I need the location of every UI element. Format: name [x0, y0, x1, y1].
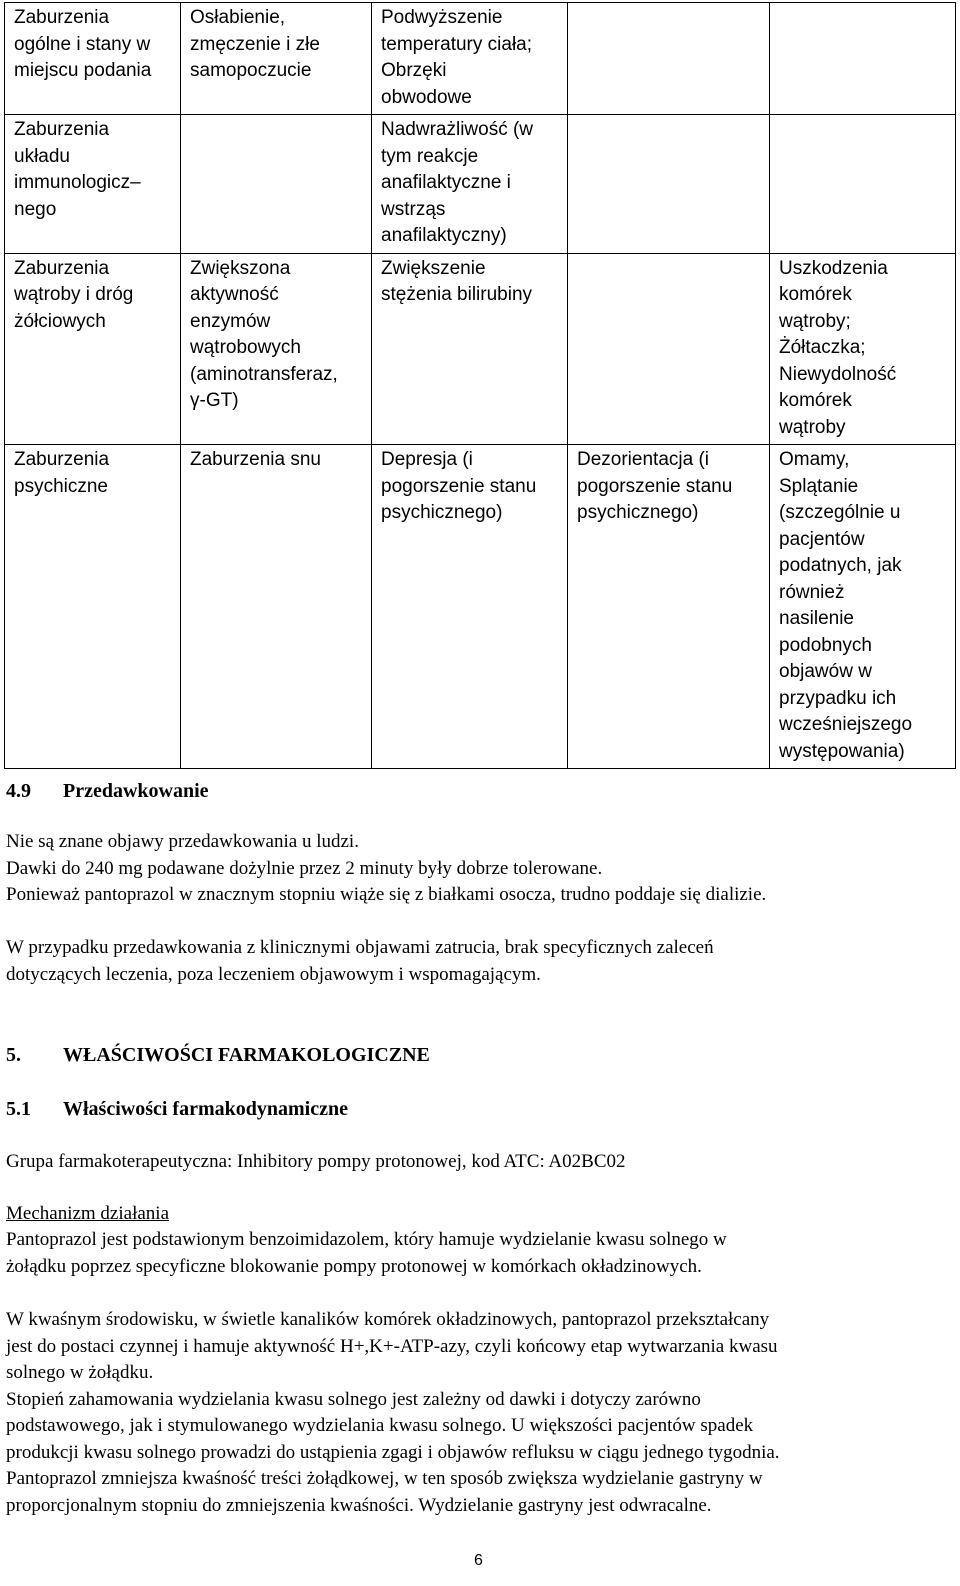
cell-text-line: samopoczucie [190, 60, 312, 81]
cell-text-line: wątroby; [779, 310, 851, 332]
text-line: W przypadku przedawkowania z klinicznymi objawami zatrucia, brak specyficznych zaleceń [6, 937, 714, 958]
frequency-cell-3 [568, 253, 770, 445]
table-row [5, 3, 956, 115]
frequency-cell-2 [372, 3, 568, 115]
frequency-cell-1 [181, 253, 372, 445]
text-line: solnego w żołądku. [6, 1362, 154, 1383]
frequency-cell-1 [181, 3, 372, 115]
table-row [5, 253, 956, 445]
frequency-cell-2 [372, 445, 568, 769]
cell-text-line: Omamy, [779, 449, 850, 470]
frequency-cell-4 [770, 3, 956, 115]
cell-text-line: wcześniejszego [779, 714, 913, 735]
system-organ-class-cell [5, 3, 181, 115]
frequency-cell-4 [770, 253, 956, 445]
cell-text-line: wątroby i dróg [14, 284, 134, 305]
text-line: Ponieważ pantoprazol w znacznym stopniu wiąże się z białkami osocza, trudno poddaje się dializie. [6, 884, 767, 905]
cell-text-line: układu [14, 145, 70, 167]
text-line: podstawowego, jak i stymulowanego wydzielania kwasu solnego. U większości pacjentów spadek [6, 1415, 754, 1436]
cell-text-line: Depresja (i [381, 449, 473, 470]
cell-text-line: Zaburzenia [14, 119, 110, 140]
cell-text-line: γ-GT) [190, 390, 239, 411]
overdose-paragraph-1 [6, 829, 951, 909]
text-line: proporcjonalnym stopniu do zmniejszenia kwaśności. Wydzielanie gastryny jest odwracalne. [6, 1494, 712, 1516]
adverse-reactions-table [4, 2, 956, 769]
cell-text-line: komórek [779, 390, 852, 411]
cell-text-line: Osłabienie, [190, 7, 286, 28]
frequency-cell-2 [372, 253, 568, 445]
cell-text-line: pacjentów [779, 528, 865, 550]
cell-text-line: Uszkodzenia [779, 257, 888, 279]
cell-text-line: ogólne i stany w [14, 33, 151, 55]
text-line: Stopień zahamowania wydzielania kwasu solnego jest zależny od dawki i dotyczy zarówno [6, 1388, 701, 1410]
overdose-paragraph-2 [6, 935, 951, 988]
cell-text-line: Niewydolność [779, 363, 897, 385]
mechanism-heading: Mechanizm działania [6, 1203, 170, 1224]
cell-text-line: anafilaktyczne i [381, 172, 511, 193]
cell-text-line: nego [14, 198, 57, 220]
cell-text-line: stężenia bilirubiny [381, 284, 533, 305]
text-line: Pantoprazol jest podstawionym benzoimidazolem, który hamuje wydzielanie kwasu solnego w [6, 1229, 727, 1250]
cell-text-line: Splątanie [779, 475, 859, 497]
cell-text-line: przypadku ich [779, 687, 897, 709]
cell-text-line: miejscu podania [14, 60, 152, 81]
text-line: żołądku poprzez specyficzne blokowanie pompy protonowej w komórkach okładzinowych. [6, 1255, 702, 1277]
cell-text-line: enzymów [190, 310, 271, 332]
text-line: Pantoprazol zmniejsza kwaśność treści żołądkowej, w ten sposób zwiększa wydzielanie gastryny w [6, 1468, 763, 1489]
text-line: dotyczących leczenia, poza leczeniem objawowym i wspomagającym. [6, 963, 541, 985]
text-line: jest do postaci czynnej i hamuje aktywność H+,K+-ATP-azy, czyli końcowy etap wytwarzania kwasu [6, 1335, 778, 1357]
cell-text-line: temperatury ciała; [381, 33, 533, 55]
text-line: produkcji kwasu solnego prowadzi do ustąpienia zgagi i objawów refluksu w ciągu jednego tygodnia. [6, 1441, 780, 1463]
system-organ-class-cell [5, 115, 181, 254]
frequency-cell-1 [181, 445, 372, 769]
frequency-cell-3 [568, 3, 770, 115]
cell-text-line: psychiczne [14, 475, 108, 497]
cell-text-line: żółciowych [14, 310, 106, 332]
page-number: 6 [474, 1552, 483, 1569]
frequency-cell-4 [770, 115, 956, 254]
cell-text-line: podatnych, jak [779, 555, 902, 576]
system-organ-class-cell [5, 445, 181, 769]
cell-text-line: anafilaktyczny) [381, 225, 507, 246]
cell-text-line: obwodowe [381, 86, 472, 108]
cell-text-line: Dezorientacja (i [577, 449, 709, 470]
cell-text-line: psychicznego) [381, 502, 503, 523]
cell-text-line: podobnych [779, 634, 872, 656]
frequency-cell-3 [568, 115, 770, 254]
cell-text-line: wstrząs [381, 198, 446, 220]
cell-text-line: psychicznego) [577, 502, 699, 523]
section-heading-5: 5. WŁAŚCIWOŚCI FARMAKOLOGICZNE [6, 1044, 430, 1066]
text-line: Nie są znane objawy przedawkowania u ludzi. [6, 831, 359, 852]
cell-text-line: Zaburzenia [14, 449, 110, 470]
cell-text-line: (aminotransferaz, [190, 363, 338, 385]
mechanism-paragraph-2 [6, 1307, 951, 1519]
cell-text-line: Zaburzenia snu [190, 449, 321, 470]
cell-text-line: również [779, 581, 845, 603]
system-organ-class-cell [5, 253, 181, 445]
table-row [5, 445, 956, 769]
cell-text-line: komórek [779, 284, 852, 305]
mechanism-paragraph-1 [6, 1227, 951, 1280]
cell-text-line: wątrobowych [190, 337, 301, 358]
cell-text-line: aktywność [190, 284, 279, 305]
cell-text-line: Nadwrażliwość (w [381, 119, 534, 140]
cell-text-line: objawów w [779, 661, 872, 682]
frequency-cell-4 [770, 445, 956, 769]
cell-text-line: zmęczenie i złe [190, 33, 320, 55]
pharmacotherapeutic-group: Grupa farmakoterapeutyczna: Inhibitory pompy protonowej, kod ATC: A02BC02 [6, 1151, 626, 1172]
text-line: Dawki do 240 mg podawane dożylnie przez 2 minuty były dobrze tolerowane. [6, 857, 603, 879]
cell-text-line: pogorszenie stanu [577, 475, 733, 497]
cell-text-line: Zaburzenia [14, 257, 110, 279]
cell-text-line: występowania) [779, 740, 905, 762]
frequency-cell-2 [372, 115, 568, 254]
frequency-cell-1 [181, 115, 372, 254]
cell-text-line: Żółtaczka; [779, 337, 866, 358]
text-line: W kwaśnym środowisku, w świetle kanalików komórek okładzinowych, pantoprazol przekształcany [6, 1309, 770, 1330]
table-row [5, 115, 956, 254]
section-heading-4-9: 4.9 Przedawkowanie [6, 780, 209, 802]
cell-text-line: wątroby [779, 416, 846, 438]
frequency-cell-3 [568, 445, 770, 769]
cell-text-line: pogorszenie stanu [381, 475, 537, 497]
cell-text-line: (szczególnie u [779, 502, 901, 523]
cell-text-line: nasilenie [779, 608, 854, 629]
cell-text-line: tym reakcje [381, 145, 479, 167]
cell-text-line: Podwyższenie [381, 7, 503, 28]
section-heading-5-1: 5.1 Właściwości farmakodynamiczne [6, 1098, 348, 1120]
cell-text-line: Zwiększenie [381, 257, 486, 279]
cell-text-line: Zaburzenia [14, 7, 110, 28]
cell-text-line: immunologicz– [14, 172, 141, 193]
cell-text-line: Zwiększona [190, 257, 291, 279]
cell-text-line: Obrzęki [381, 60, 447, 81]
